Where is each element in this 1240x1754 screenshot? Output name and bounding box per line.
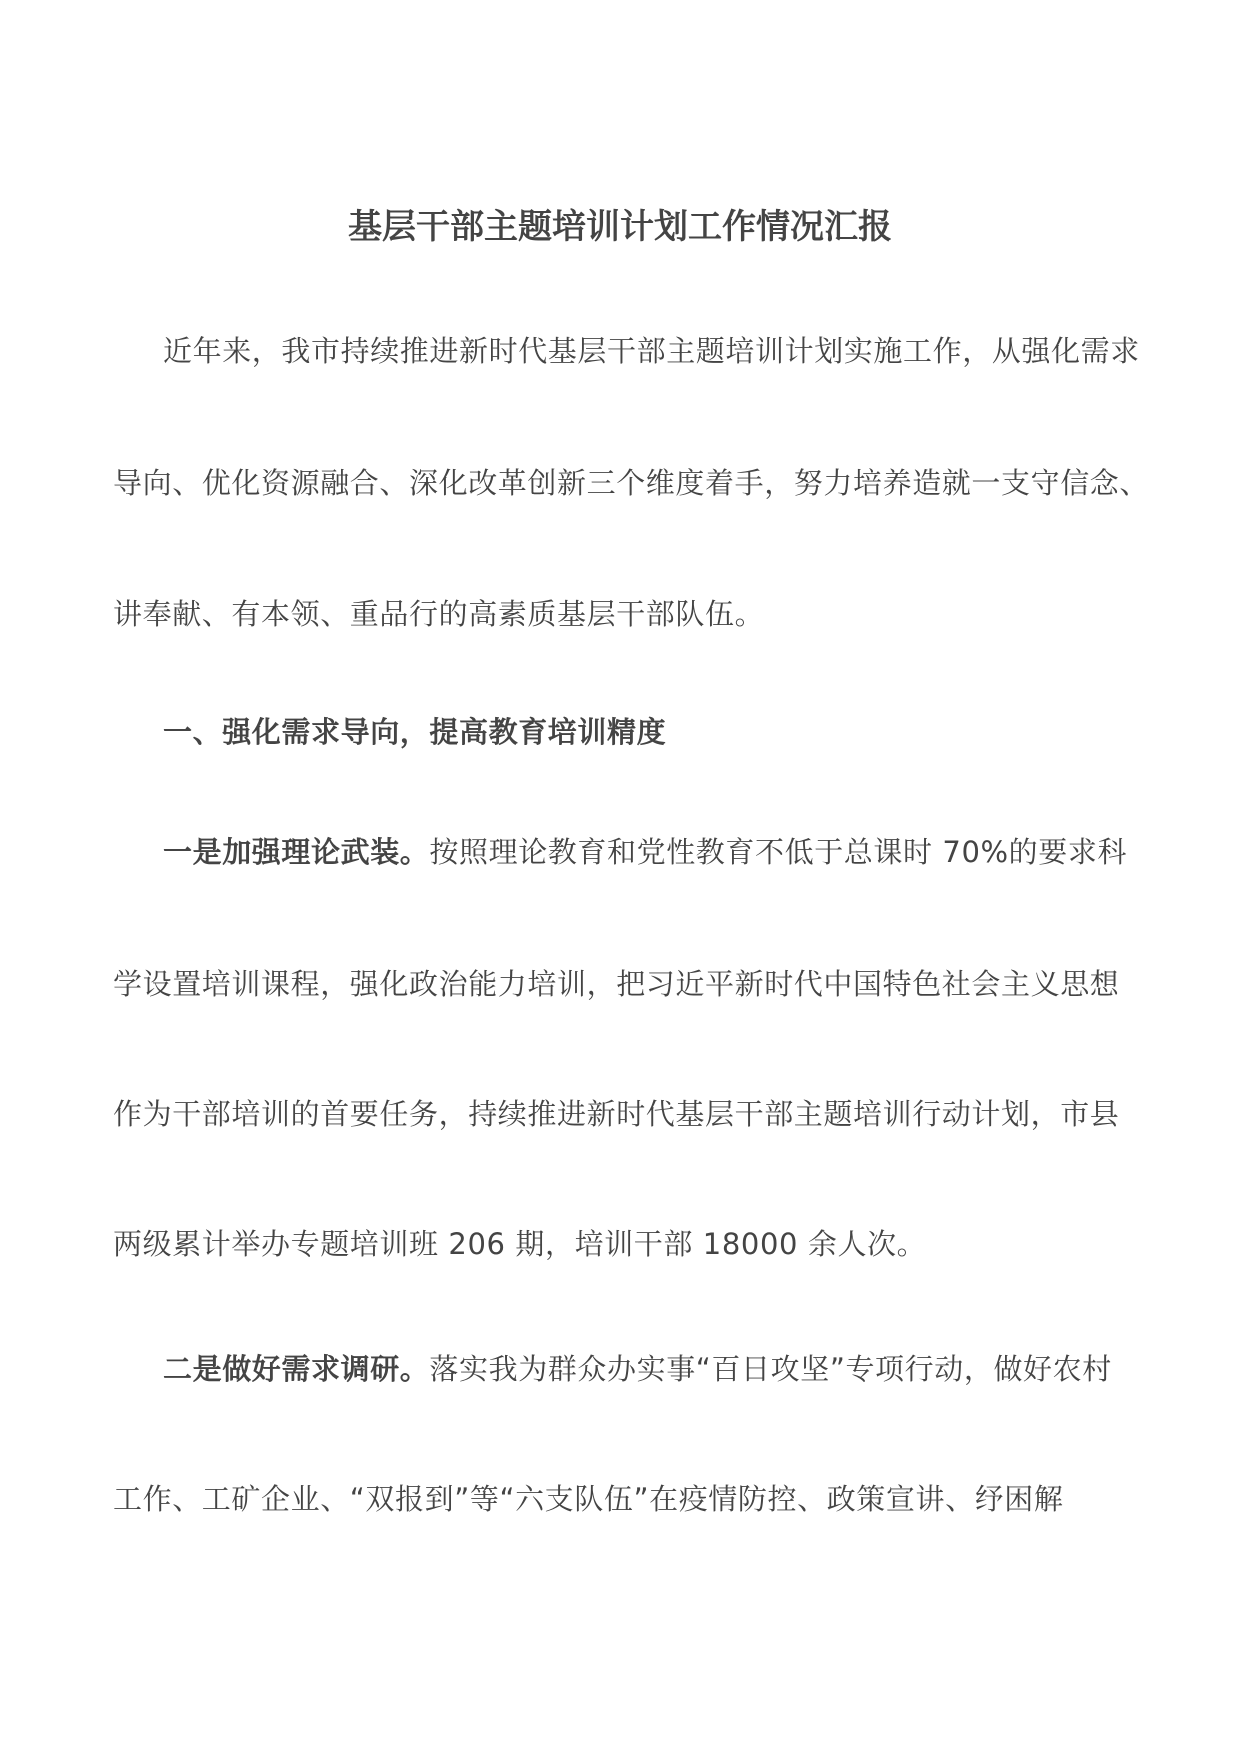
section-heading-1: 一、强化需求导向，提高教育培训精度: [163, 715, 667, 749]
point1-line-4: 两级累计举办专题培训班 206 期，培训干部 18000 余人次。: [113, 1227, 927, 1261]
intro-line-2: 导向、优化资源融合、深化改革创新三个维度着手，努力培养造就一支守信念、: [113, 466, 1150, 500]
point1-line-3: 作为干部培训的首要任务，持续推进新时代基层干部主题培训行动计划，市县: [113, 1097, 1120, 1131]
point2-first-line-text: 落实我为群众办实事“百日攻坚”专项行动，做好农村: [429, 1352, 1112, 1386]
point2-line-1: [163, 1349, 1133, 1389]
point2-line-2: 工作、工矿企业、“双报到”等“六支队伍”在疫情防控、政策宣讲、纾困解: [113, 1482, 1064, 1516]
point1-line-2: 学设置培训课程，强化政治能力培训，把习近平新时代中国特色社会主义思想: [113, 967, 1120, 1001]
document-title: 基层干部主题培训计划工作情况汇报: [348, 207, 892, 247]
point1-lead: 一是加强理论武装。: [163, 835, 430, 869]
point1-first-line-text: 按照理论教育和党性教育不低于总课时 70%的要求科: [429, 835, 1128, 869]
point1-line-1: [163, 832, 1133, 872]
intro-line-1: 近年来，我市持续推进新时代基层干部主题培训计划实施工作，从强化需求: [163, 334, 1140, 368]
intro-line-3: 讲奉献、有本领、重品行的高素质基层干部队伍。: [113, 597, 765, 631]
point2-lead: 二是做好需求调研。: [163, 1352, 430, 1386]
